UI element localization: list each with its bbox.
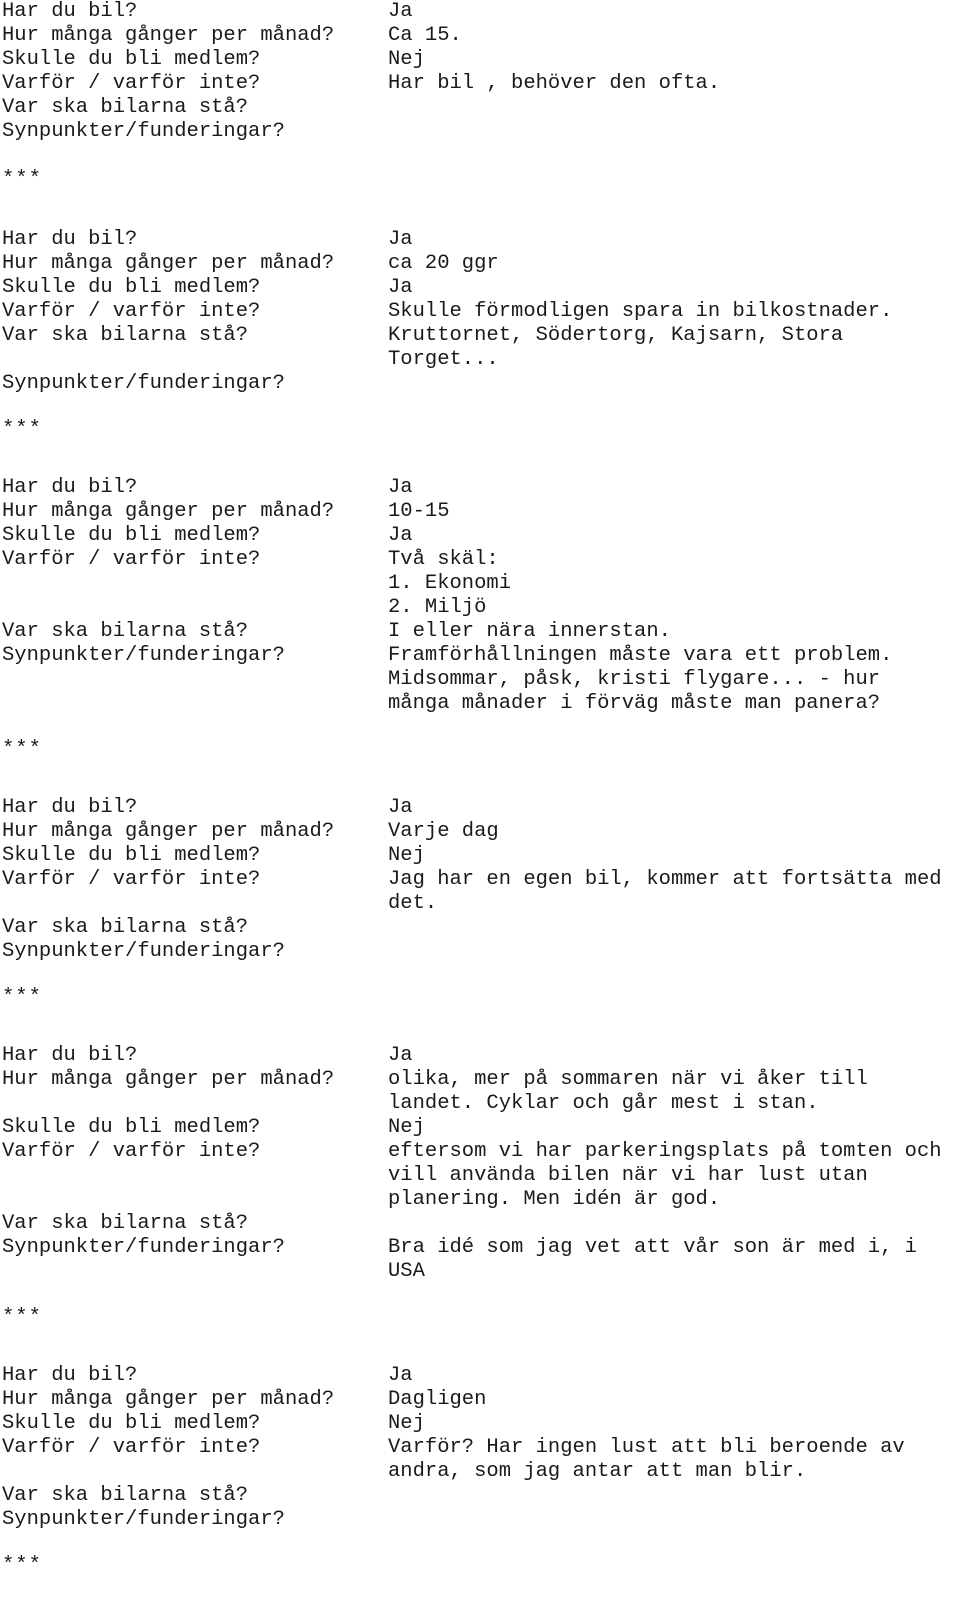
question-label: Hur många gånger per månad? xyxy=(2,1068,335,1091)
survey-response xyxy=(2,0,958,144)
answer-text xyxy=(388,1044,958,1068)
answer-text xyxy=(388,276,958,300)
answer-text xyxy=(388,1236,958,1284)
answer-text xyxy=(388,476,958,500)
question-answer-row xyxy=(2,940,958,964)
question-label: Hur många gånger per månad? xyxy=(2,252,335,275)
answer-text xyxy=(388,300,958,324)
question-label: Varför / varför inte? xyxy=(2,300,261,323)
answer-text xyxy=(388,1140,958,1212)
question-label: Har du bil? xyxy=(2,0,138,23)
answer-line: 1. Ekonomi xyxy=(388,572,512,595)
question-label: Varför / varför inte? xyxy=(2,868,261,891)
answer-line: Varje dag xyxy=(388,820,499,843)
answer-line: Nej xyxy=(388,1116,425,1139)
question-answer-row xyxy=(2,476,958,500)
answer-line: ca 20 ggr xyxy=(388,252,499,275)
answer-line: Ja xyxy=(388,524,413,547)
answer-line: Ja xyxy=(388,228,413,251)
answer-text xyxy=(388,868,958,916)
answer-text xyxy=(388,372,958,396)
answer-line: det. xyxy=(388,892,438,915)
answer-line: Ja xyxy=(388,476,413,499)
answer-line: Dagligen xyxy=(388,1388,487,1411)
answer-line: Ja xyxy=(388,796,413,819)
question-answer-row xyxy=(2,300,958,324)
question-label: Varför / varför inte? xyxy=(2,1140,261,1163)
answer-line xyxy=(388,916,958,940)
answer-line: Skulle förmodligen spara in bilkostnader. xyxy=(388,300,893,323)
question-answer-row xyxy=(2,1116,958,1140)
question-label: Skulle du bli medlem? xyxy=(2,1412,261,1435)
question-answer-row xyxy=(2,820,958,844)
question-answer-row xyxy=(2,24,958,48)
survey-response xyxy=(2,1364,958,1532)
question-label: Synpunkter/funderingar? xyxy=(2,1508,285,1531)
answer-line xyxy=(388,940,958,964)
question-answer-row xyxy=(2,48,958,72)
answer-text xyxy=(388,1508,958,1532)
survey-response xyxy=(2,476,958,716)
entry-separator: *** xyxy=(2,1306,42,1329)
answer-line: planering. Men idén är god. xyxy=(388,1188,721,1211)
question-answer-row xyxy=(2,1508,958,1532)
question-label: Skulle du bli medlem? xyxy=(2,48,261,71)
answer-text xyxy=(388,620,958,644)
question-answer-row xyxy=(2,1388,958,1412)
answer-text xyxy=(388,24,958,48)
answer-text xyxy=(388,940,958,964)
question-answer-row xyxy=(2,372,958,396)
answer-text xyxy=(388,548,958,620)
question-label: Skulle du bli medlem? xyxy=(2,844,261,867)
entry-separator: *** xyxy=(2,986,42,1009)
answer-line: landet. Cyklar och går mest i stan. xyxy=(388,1092,819,1115)
answer-line: eftersom vi har parkeringsplats på tomten och xyxy=(388,1140,942,1163)
question-label: Har du bil? xyxy=(2,476,138,499)
answer-line: Midsommar, påsk, kristi flygare... - hur xyxy=(388,668,881,691)
answer-line: Ja xyxy=(388,1364,413,1387)
question-answer-row xyxy=(2,548,958,620)
question-label: Synpunkter/funderingar? xyxy=(2,1236,285,1259)
question-answer-row xyxy=(2,524,958,548)
question-label: Har du bil? xyxy=(2,228,138,251)
answer-text xyxy=(388,1116,958,1140)
question-label: Har du bil? xyxy=(2,796,138,819)
question-label: Varför / varför inte? xyxy=(2,72,261,95)
question-answer-row xyxy=(2,120,958,144)
question-label: Var ska bilarna stå? xyxy=(2,324,249,347)
answer-line: Har bil , behöver den ofta. xyxy=(388,72,721,95)
question-answer-row xyxy=(2,1364,958,1388)
answer-text xyxy=(388,1484,958,1508)
answer-text xyxy=(388,916,958,940)
answer-line: Bra idé som jag vet att vår son är med i, i xyxy=(388,1236,917,1259)
question-answer-row xyxy=(2,644,958,716)
question-answer-row xyxy=(2,916,958,940)
answer-text xyxy=(388,120,958,144)
question-answer-row xyxy=(2,228,958,252)
question-label: Har du bil? xyxy=(2,1364,138,1387)
answer-text xyxy=(388,1364,958,1388)
question-label: Hur många gånger per månad? xyxy=(2,820,335,843)
question-answer-row xyxy=(2,868,958,916)
question-answer-row xyxy=(2,1412,958,1436)
entry-separator: *** xyxy=(2,738,42,761)
question-label: Hur många gånger per månad? xyxy=(2,24,335,47)
question-answer-row xyxy=(2,1436,958,1484)
answer-line: olika, mer på sommaren när vi åker till xyxy=(388,1068,868,1091)
entry-separator: *** xyxy=(2,168,42,191)
answer-line: Varför? Har ingen lust att bli beroende av xyxy=(388,1436,905,1459)
answer-line: många månader i förväg måste man panera? xyxy=(388,692,881,715)
answer-line xyxy=(388,1508,958,1532)
question-label: Varför / varför inte? xyxy=(2,548,261,571)
answer-line xyxy=(388,120,958,144)
answer-text xyxy=(388,252,958,276)
question-answer-row xyxy=(2,1140,958,1212)
question-label: Har du bil? xyxy=(2,1044,138,1067)
answer-text xyxy=(388,1212,958,1236)
answer-line: Ja xyxy=(388,276,413,299)
question-answer-row xyxy=(2,252,958,276)
survey-response xyxy=(2,228,958,396)
answer-text xyxy=(388,500,958,524)
question-answer-row xyxy=(2,620,958,644)
answer-line: Nej xyxy=(388,844,425,867)
question-answer-row xyxy=(2,1236,958,1284)
question-label: Var ska bilarna stå? xyxy=(2,620,249,643)
answer-text xyxy=(388,228,958,252)
answer-text xyxy=(388,1436,958,1484)
question-answer-row xyxy=(2,96,958,120)
question-answer-row xyxy=(2,1212,958,1236)
answer-line: 10-15 xyxy=(388,500,450,523)
answer-text xyxy=(388,0,958,24)
answer-text xyxy=(388,644,958,716)
answer-line: Ja xyxy=(388,1044,413,1067)
answer-line xyxy=(388,1484,958,1508)
answer-line: Framförhållningen måste vara ett problem. xyxy=(388,644,893,667)
answer-line: Nej xyxy=(388,1412,425,1435)
question-label: Skulle du bli medlem? xyxy=(2,1116,261,1139)
question-answer-row xyxy=(2,1484,958,1508)
question-answer-row xyxy=(2,796,958,820)
answer-text xyxy=(388,1412,958,1436)
answer-text xyxy=(388,1068,958,1116)
entry-separator: *** xyxy=(2,1554,42,1577)
answer-line: USA xyxy=(388,1260,425,1283)
question-label: Synpunkter/funderingar? xyxy=(2,940,285,963)
answer-line: vill använda bilen när vi har lust utan xyxy=(388,1164,868,1187)
question-label: Skulle du bli medlem? xyxy=(2,276,261,299)
question-answer-row xyxy=(2,324,958,372)
answer-line xyxy=(388,96,958,120)
answer-text xyxy=(388,1388,958,1412)
answer-text xyxy=(388,324,958,372)
question-answer-row xyxy=(2,500,958,524)
question-label: Var ska bilarna stå? xyxy=(2,1484,249,1507)
question-label: Varför / varför inte? xyxy=(2,1436,261,1459)
answer-text xyxy=(388,844,958,868)
entry-separator: *** xyxy=(2,418,42,441)
question-label: Hur många gånger per månad? xyxy=(2,1388,335,1411)
answer-line: I eller nära innerstan. xyxy=(388,620,671,643)
answer-line: 2. Miljö xyxy=(388,596,487,619)
answer-text xyxy=(388,72,958,96)
question-label: Var ska bilarna stå? xyxy=(2,916,249,939)
question-label: Synpunkter/funderingar? xyxy=(2,372,285,395)
question-label: Hur många gånger per månad? xyxy=(2,500,335,523)
answer-text xyxy=(388,48,958,72)
answer-line: Kruttornet, Södertorg, Kajsarn, Stora xyxy=(388,324,844,347)
question-answer-row xyxy=(2,1068,958,1116)
survey-document xyxy=(2,0,958,1612)
question-answer-row xyxy=(2,844,958,868)
question-label: Synpunkter/funderingar? xyxy=(2,644,285,667)
question-answer-row xyxy=(2,72,958,96)
answer-text xyxy=(388,524,958,548)
question-answer-row xyxy=(2,276,958,300)
question-label: Var ska bilarna stå? xyxy=(2,96,249,119)
answer-line: Två skäl: xyxy=(388,548,499,571)
answer-line: Jag har en egen bil, kommer att fortsätta med xyxy=(388,868,942,891)
answer-line xyxy=(388,1212,958,1236)
answer-line xyxy=(388,372,958,396)
answer-text xyxy=(388,796,958,820)
survey-response xyxy=(2,1044,958,1284)
question-label: Var ska bilarna stå? xyxy=(2,1212,249,1235)
answer-line: Ca 15. xyxy=(388,24,462,47)
answer-line: Ja xyxy=(388,0,413,23)
question-answer-row xyxy=(2,0,958,24)
question-answer-row xyxy=(2,1044,958,1068)
answer-line: andra, som jag antar att man blir. xyxy=(388,1460,807,1483)
question-label: Synpunkter/funderingar? xyxy=(2,120,285,143)
answer-line: Nej xyxy=(388,48,425,71)
survey-response xyxy=(2,796,958,964)
answer-text xyxy=(388,820,958,844)
question-label: Skulle du bli medlem? xyxy=(2,524,261,547)
answer-text xyxy=(388,96,958,120)
answer-line: Torget... xyxy=(388,348,499,371)
